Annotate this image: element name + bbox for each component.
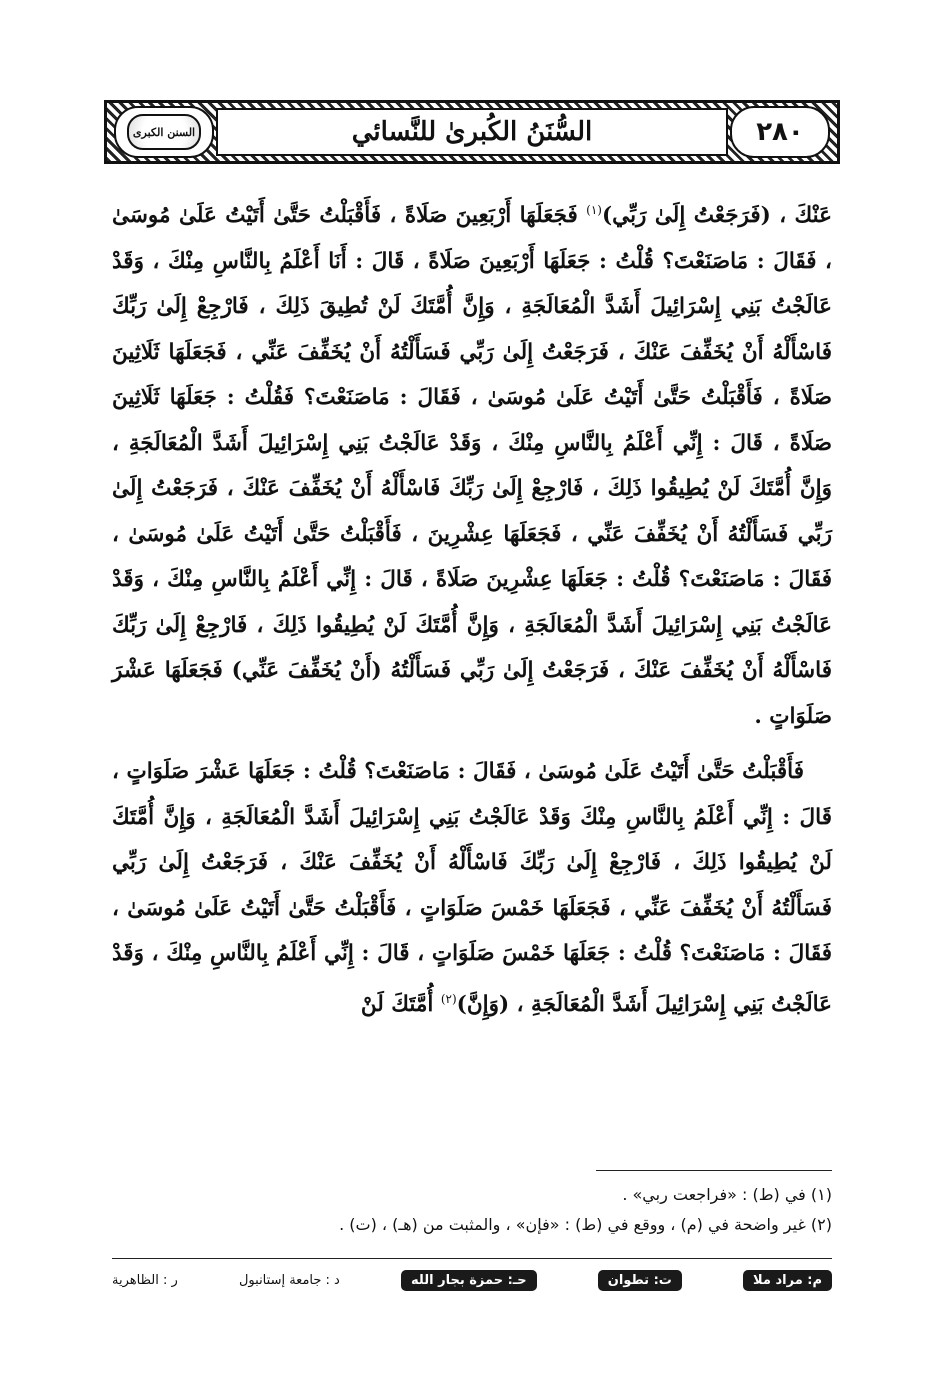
emblem-text: السنن الكبرى xyxy=(132,125,196,139)
book-title: السُّنَنُ الكُبرىٰ للنَّسائي xyxy=(351,117,593,147)
footnote-ref-1[interactable]: (١) xyxy=(586,203,602,217)
sources-divider xyxy=(112,1258,832,1259)
manuscript-sources-bar xyxy=(112,1266,832,1294)
source-m: م: مراد ملا xyxy=(743,1270,832,1291)
footnote-divider xyxy=(596,1170,832,1171)
source-r: ر : الظاهرية xyxy=(112,1272,178,1288)
source-t: ت: تطوان xyxy=(598,1270,682,1291)
source-h: حـ: حمزة بجار الله xyxy=(401,1270,537,1291)
paragraph-1: عَنْكَ ، (فَرَجَعْتُ إِلَىٰ رَبِّي)$^{(١)}$ فَجَعَلَهَا أَرْبَعِينَ صَلَاةً ، فَأَقْبَلْتُ حَتَّىٰ أَتَيْتُ عَلَىٰ مُوسَىٰ ، فَقَالَ : مَاصَنَعْتَ؟ قُلْتُ : جَعَلَهَا أَرْبَعِينَ صَلَاةً ، قَالَ : أَنَا أَعْلَمُ بِالنَّاسِ مِنْكَ ، وَقَدْ عَالَجْتُ بَنِي إِسْرَائِيلَ أَشَدَّ الْمُعَالَجَةِ ، وَإِنَّ أُمَّتَكَ لَنْ تُطِيقَ ذَلِكَ ، فَارْجِعْ إِلَىٰ رَبِّكَ فَاسْأَلْهُ أَنْ يُخَفِّفَ عَنْكَ ، فَرَجَعْتُ إِلَىٰ رَبِّي فَسَأَلْتُهُ أَنْ يُخَفِّفَ عَنِّي ، فَجَعَلَهَا ثَلَاثِينَ صَلَاةً ، فَأَقْبَلْتُ حَتَّىٰ أَتَيْتُ عَلَىٰ مُوسَىٰ ، فَقَالَ : مَاصَنَعْتَ؟ فَقُلْتُ : جَعَلَهَا ثَلَاثِينَ صَلَاةً ، قَالَ : إِنِّي أَعْلَمُ بِالنَّاسِ مِنْكَ ، وَقَدْ عَالَجْتُ بَنِي إِسْرَائِيلَ أَشَدَّ الْمُعَالَجَةِ ، وَإِنَّ أُمَّتَكَ لَنْ يُطِيقُوا ذَلِكَ ، فَارْجِعْ إِلَىٰ رَبِّكَ فَاسْأَلْهُ أَنْ يُخَفِّفَ عَنْكَ ، فَرَجَعْتُ إِلَىٰ رَبِّي فَسَأَلْتُهُ أَنْ يُخَفِّفَ عَنِّي ، فَجَعَلَهَا عِشْرِينَ ، فَأَقْبَلْتُ حَتَّىٰ أَتَيْتُ عَلَىٰ مُوسَىٰ ، فَقَالَ : مَاصَنَعْتَ؟ قُلْتُ : جَعَلَهَا عِشْرِينَ صَلَاةً ، قَالَ : إِنِّي أَعْلَمُ بِالنَّاسِ مِنْكَ ، وَقَدْ عَالَجْتُ بَنِي إِسْرَائِيلَ أَشَدَّ الْمُعَالَجَةِ ، وَإِنَّ أُمَّتَكَ لَنْ يُطِيقُوا ذَلِكَ ، فَارْجِعْ إِلَىٰ رَبِّكَ فَاسْأَلْهُ أَنْ يُخَفِّفَ عَنْكَ ، فَرَجَعْتُ إِلَىٰ رَبِّي فَسَأَلْتُهُ (أَنْ يُخَفِّفَ عَنِّي) فَجَعَلَهَا عَشْرَ صَلَوَاتٍ . xyxy=(112,203,832,729)
footnote-ref-2[interactable]: (٢) xyxy=(440,991,457,1006)
source-d: د : جامعة إستانبول xyxy=(238,1272,340,1288)
main-text xyxy=(112,188,832,1027)
page-number-badge xyxy=(730,106,830,158)
header-title-panel xyxy=(216,108,728,156)
paragraph-2: فَأَقْبَلْتُ حَتَّىٰ أَتَيْتُ عَلَىٰ مُوسَىٰ ، فَقَالَ : مَاصَنَعْتَ؟ قُلْتُ : جَعَلَهَا عَشْرَ صَلَوَاتٍ ، قَالَ : إِنِّي أَعْلَمُ بِالنَّاسِ مِنْكَ وَقَدْ عَالَجْتُ بَنِي إِسْرَائِيلَ أَشَدَّ الْمُعَالَجَةِ ، وَإِنَّ أُمَّتَكَ لَنْ يُطِيقُوا ذَلِكَ ، فَارْجِعْ إِلَىٰ رَبِّكَ فَاسْأَلْهُ أَنْ يُخَفِّفَ عَنْكَ ، فَرَجَعْتُ إِلَىٰ رَبِّي فَسَأَلْتُهُ أَنْ يُخَفِّفَ عَنِّي ، فَجَعَلَهَا خَمْسَ صَلَوَاتٍ ، فَأَقْبَلْتُ حَتَّىٰ أَتَيْتُ عَلَىٰ مُوسَىٰ ، فَقَالَ : مَاصَنَعْتَ؟ قُلْتُ : جَعَلَهَا خَمْسَ صَلَوَاتٍ ، قَالَ : إِنِّي أَعْلَمُ بِالنَّاسِ مِنْكَ ، وَقَدْ عَالَجْتُ بَنِي إِسْرَائِيلَ أَشَدَّ الْمُعَالَجَةِ ، (وَإِنَّ)$^{(٢)}$ أُمَّتَكَ لَنْ xyxy=(112,759,832,1017)
emblem-badge xyxy=(114,106,214,158)
page-header xyxy=(104,100,840,164)
footnote-1: (١) في (ط) : «فراجعت ربي» . xyxy=(622,1185,832,1204)
footnotes xyxy=(112,1180,832,1240)
page-number: ٢٨٠ xyxy=(756,117,804,147)
footnote-2: (٢) غير واضحة في (م) ، ووقع في (ط) : «فإن» ، والمثبت من (هـ) ، (ت) . xyxy=(339,1215,832,1234)
emblem-logo xyxy=(127,114,201,150)
